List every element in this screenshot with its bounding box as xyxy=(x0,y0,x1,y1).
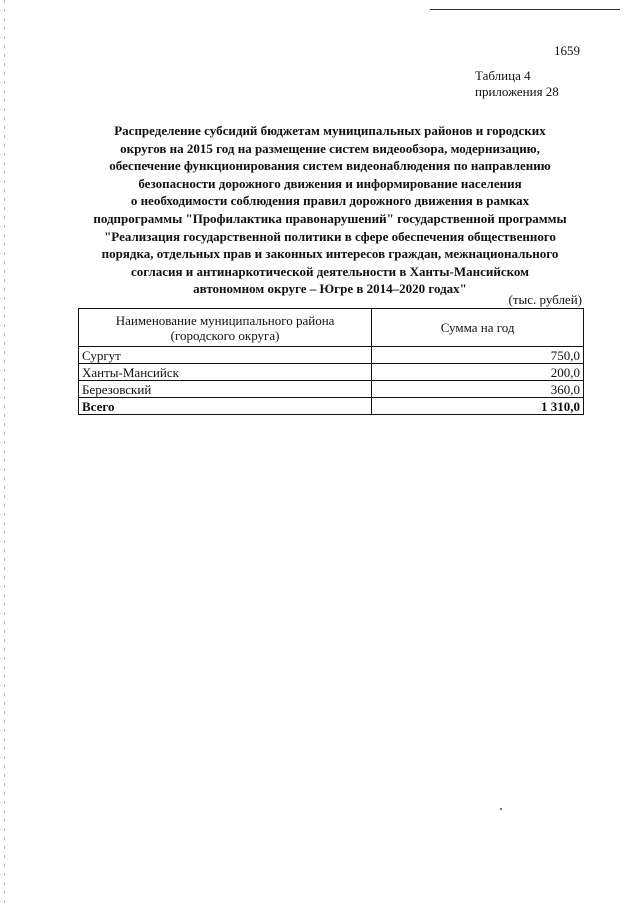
table-row xyxy=(79,381,584,398)
header-municipality-line2: (городского округа) xyxy=(170,327,280,343)
row-sum: 360,0 xyxy=(372,381,584,398)
table-caption xyxy=(475,68,585,100)
title-line: автономном округе – Югре в 2014–2020 годах" xyxy=(193,281,467,297)
table-row xyxy=(79,364,584,381)
table-header-row xyxy=(79,309,584,347)
caption-table-label: Таблица 4 xyxy=(475,68,531,83)
header-municipality xyxy=(79,309,372,347)
title-line: безопасности дорожного движения и информирование населения xyxy=(138,175,522,191)
title-line: подпрограммы "Профилактика правонарушений" государственной программы xyxy=(93,210,567,226)
title-line: "Реализация государственной политики в сфере обеспечения общественного xyxy=(104,228,556,244)
caption-appendix-label: приложения 28 xyxy=(475,84,559,99)
scan-speck xyxy=(500,808,502,810)
title-line: согласия и антинаркотической деятельности в Ханты-Мансийском xyxy=(130,263,530,279)
row-sum: 200,0 xyxy=(372,364,584,381)
subsidy-table xyxy=(78,308,584,415)
top-rule xyxy=(430,9,620,10)
scan-edge xyxy=(4,0,5,905)
total-sum: 1 310,0 xyxy=(372,398,584,415)
document-title xyxy=(70,122,590,298)
units-label: (тыс. рублей) xyxy=(508,292,582,307)
title-line: порядка, отдельных прав и законных интересов граждан, межнационального xyxy=(101,246,559,262)
title-line: о необходимости соблюдения правил дорожного движения в рамках xyxy=(130,193,530,209)
total-label: Всего xyxy=(79,398,372,415)
table-row xyxy=(79,347,584,364)
title-line: округов на 2015 год на размещение систем видеообзора, модернизацию, xyxy=(120,140,540,156)
title-line: Распределение субсидий бюджетам муниципальных районов и городских xyxy=(114,123,546,138)
row-municipality: Березовский xyxy=(79,381,372,398)
page-number: 1659 xyxy=(554,43,580,58)
row-sum: 750,0 xyxy=(372,347,584,364)
row-municipality: Ханты-Мансийск xyxy=(79,364,372,381)
title-line: обеспечение функционирования систем видеонаблюдения по направлению xyxy=(109,158,551,174)
row-municipality: Сургут xyxy=(79,347,372,364)
header-municipality-line1: Наименование муниципального района xyxy=(115,312,335,328)
header-annual-sum: Сумма на год xyxy=(372,309,584,347)
table-total-row xyxy=(79,398,584,415)
